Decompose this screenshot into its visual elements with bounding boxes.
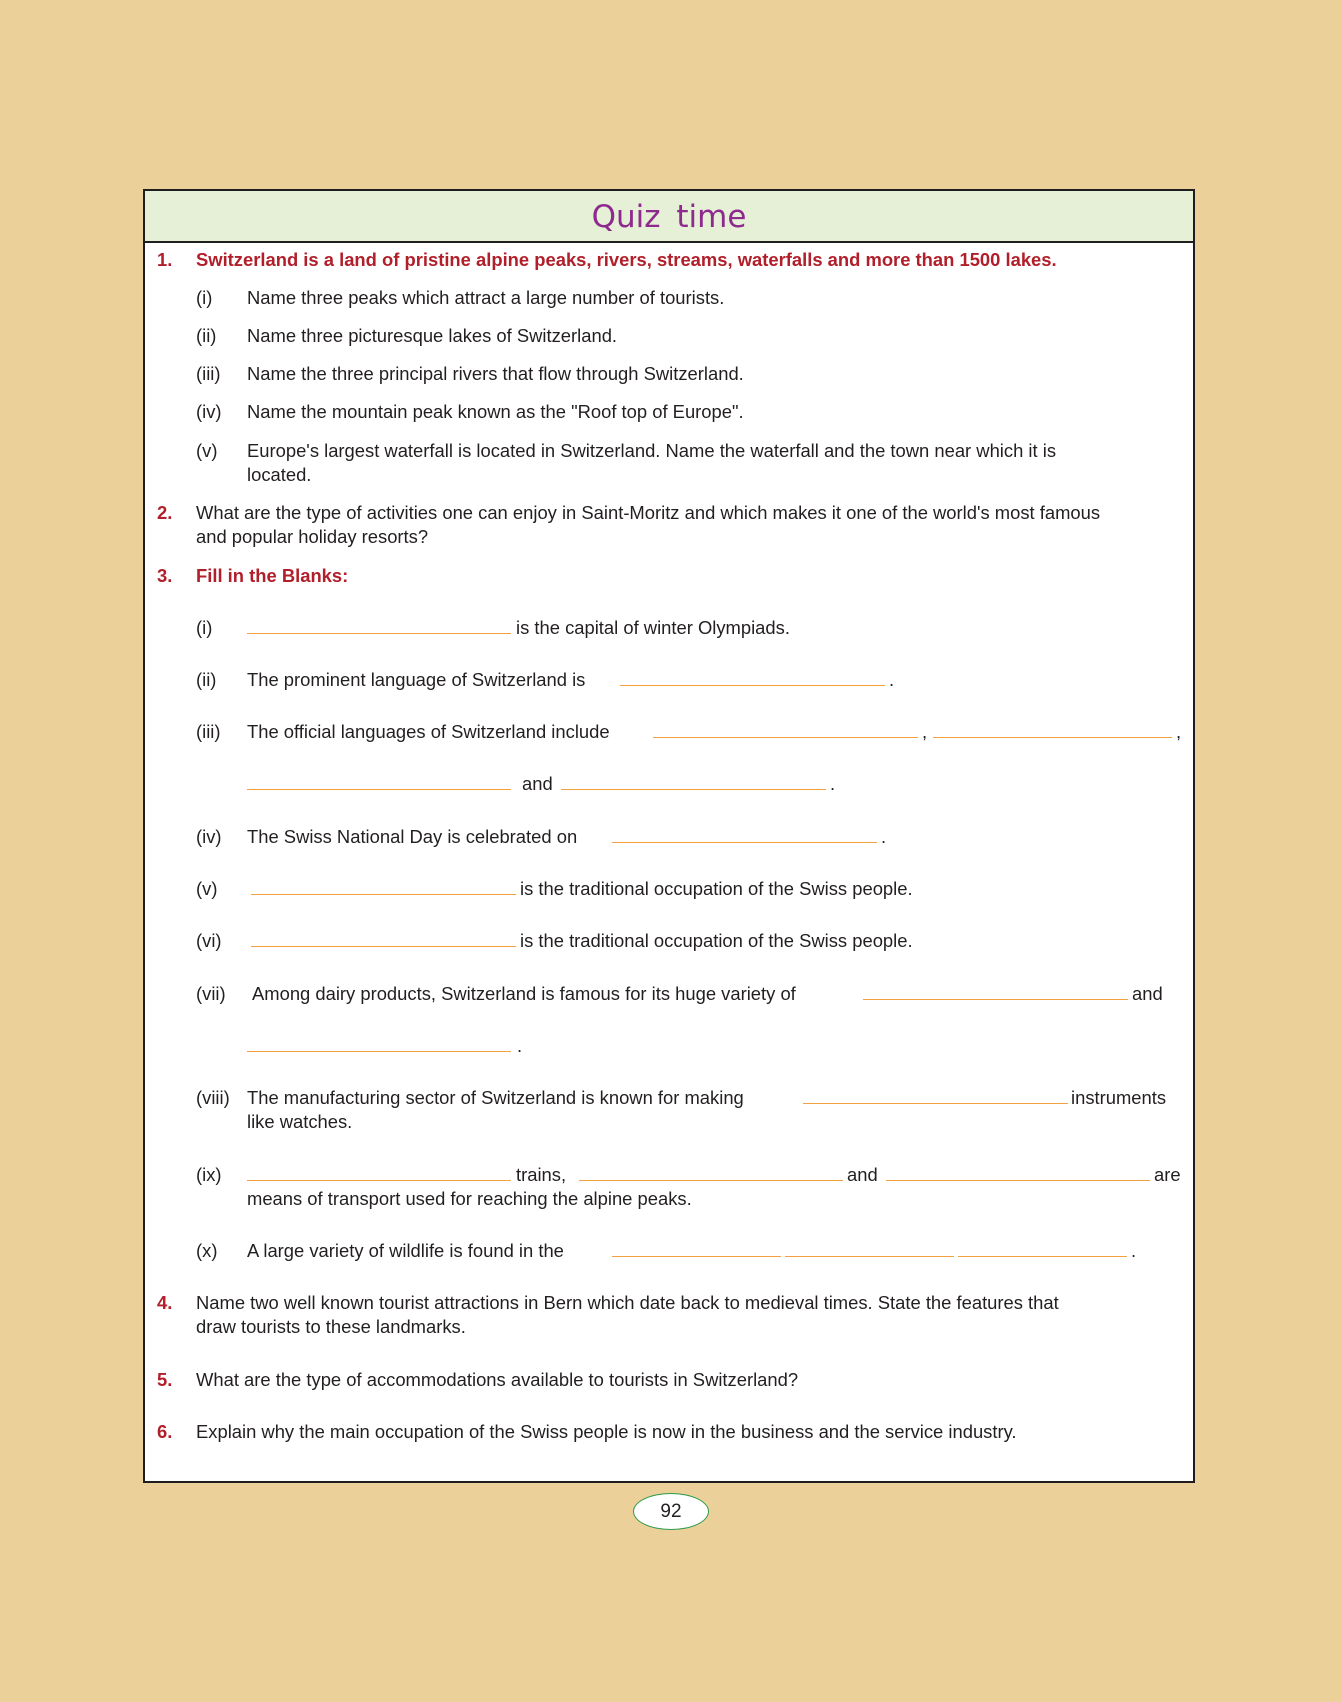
question-heading: Fill in the Blanks: [196,565,349,586]
blank-text: The prominent language of Switzerland is [247,669,586,690]
question-text: What are the type of activities one can enjoy in Saint-Moritz and which makes it one of the world's most famous [196,502,1101,523]
blank-text: Among dairy products, Switzerland is famous for its huge variety of [252,983,796,1004]
blank-text: is the capital of winter Olympiads. [516,617,790,638]
question-text-continued: draw tourists to these landmarks. [196,1316,466,1337]
blank-punct: . [889,669,895,690]
question-number: 3. [157,565,173,586]
question-number: 1. [157,249,173,270]
blank-text: is the traditional occupation of the Swiss people. [520,930,913,951]
blank-text-continued: means of transport used for reaching the alpine peaks. [247,1188,692,1209]
sub-label: (iv) [196,401,222,422]
answer-blank[interactable] [886,1180,1150,1181]
question-number: 6. [157,1421,173,1442]
sub-question-text: Name the three principal rivers that flow through Switzerland. [247,363,744,384]
sub-label: (v) [196,878,218,899]
blank-text: instruments [1071,1087,1167,1108]
question-heading: Switzerland is a land of pristine alpine peaks, rivers, streams, waterfalls and more than 1500 lakes. [196,249,1057,270]
blank-text: The Swiss National Day is celebrated on [247,826,578,847]
answer-blank[interactable] [579,1180,843,1181]
sub-label: (ix) [196,1164,222,1185]
answer-blank[interactable] [247,1180,511,1181]
answer-blank[interactable] [803,1103,1068,1104]
answer-blank[interactable] [247,633,511,634]
sub-label: (iii) [196,363,221,384]
blank-punct: . [517,1035,523,1056]
blank-punct: . [830,773,836,794]
answer-blank[interactable] [561,789,826,790]
blank-text: and [847,1164,878,1185]
sub-label: (ii) [196,669,217,690]
answer-blank[interactable] [863,999,1128,1000]
sub-label: (viii) [196,1087,230,1108]
blank-punct: , [922,721,928,742]
blank-text: The official languages of Switzerland include [247,721,610,742]
page-number-text: 92 [660,1500,682,1522]
sub-question-text: Name three peaks which attract a large number of tourists. [247,287,725,308]
sub-label: (i) [196,617,213,638]
sub-label: (vi) [196,930,222,951]
question-number: 5. [157,1369,173,1390]
sub-question-text: Europe's largest waterfall is located in Switzerland. Name the waterfall and the town near which it is [247,440,1057,461]
sub-label: (ii) [196,325,217,346]
sub-label: (i) [196,287,213,308]
question-number: 4. [157,1292,173,1313]
quiz-header [145,191,1193,243]
sub-question-text: Name three picturesque lakes of Switzerland. [247,325,618,346]
blank-text: trains, [516,1164,567,1185]
answer-blank[interactable] [612,1256,781,1257]
blank-text: and [1132,983,1163,1004]
blank-text-continued: like watches. [247,1111,353,1132]
answer-blank[interactable] [785,1256,954,1257]
sub-question-text-continued: located. [247,464,312,485]
question-text-continued: and popular holiday resorts? [196,526,429,547]
blank-text: and [522,773,553,794]
blank-punct: . [881,826,887,847]
answer-blank[interactable] [612,842,877,843]
question-text: What are the type of accommodations available to tourists in Switzerland? [196,1369,799,1390]
sub-label: (v) [196,440,218,461]
answer-blank[interactable] [653,737,918,738]
answer-blank[interactable] [933,737,1172,738]
blank-text: are [1154,1164,1181,1185]
question-text: Explain why the main occupation of the Swiss people is now in the business and the service industry. [196,1421,1017,1442]
page-number [633,1493,709,1530]
blank-text: is the traditional occupation of the Swiss people. [520,878,913,899]
blank-text: The manufacturing sector of Switzerland is known for making [247,1087,744,1108]
answer-blank[interactable] [251,946,516,947]
quiz-title: Quiz time [591,199,747,235]
blank-text: A large variety of wildlife is found in the [247,1240,564,1261]
answer-blank[interactable] [620,685,885,686]
question-number: 2. [157,502,173,523]
answer-blank[interactable] [247,1051,511,1052]
sub-label: (vii) [196,983,226,1004]
blank-punct: . [1131,1240,1137,1261]
sub-question-text: Name the mountain peak known as the "Roof top of Europe". [247,401,744,422]
sub-label: (iv) [196,826,222,847]
sub-label: (iii) [196,721,221,742]
answer-blank[interactable] [251,894,516,895]
answer-blank[interactable] [958,1256,1127,1257]
blank-punct: , [1176,721,1182,742]
answer-blank[interactable] [247,789,511,790]
question-text: Name two well known tourist attractions in Bern which date back to medieval times. State the features that [196,1292,1059,1313]
sub-label: (x) [196,1240,218,1261]
